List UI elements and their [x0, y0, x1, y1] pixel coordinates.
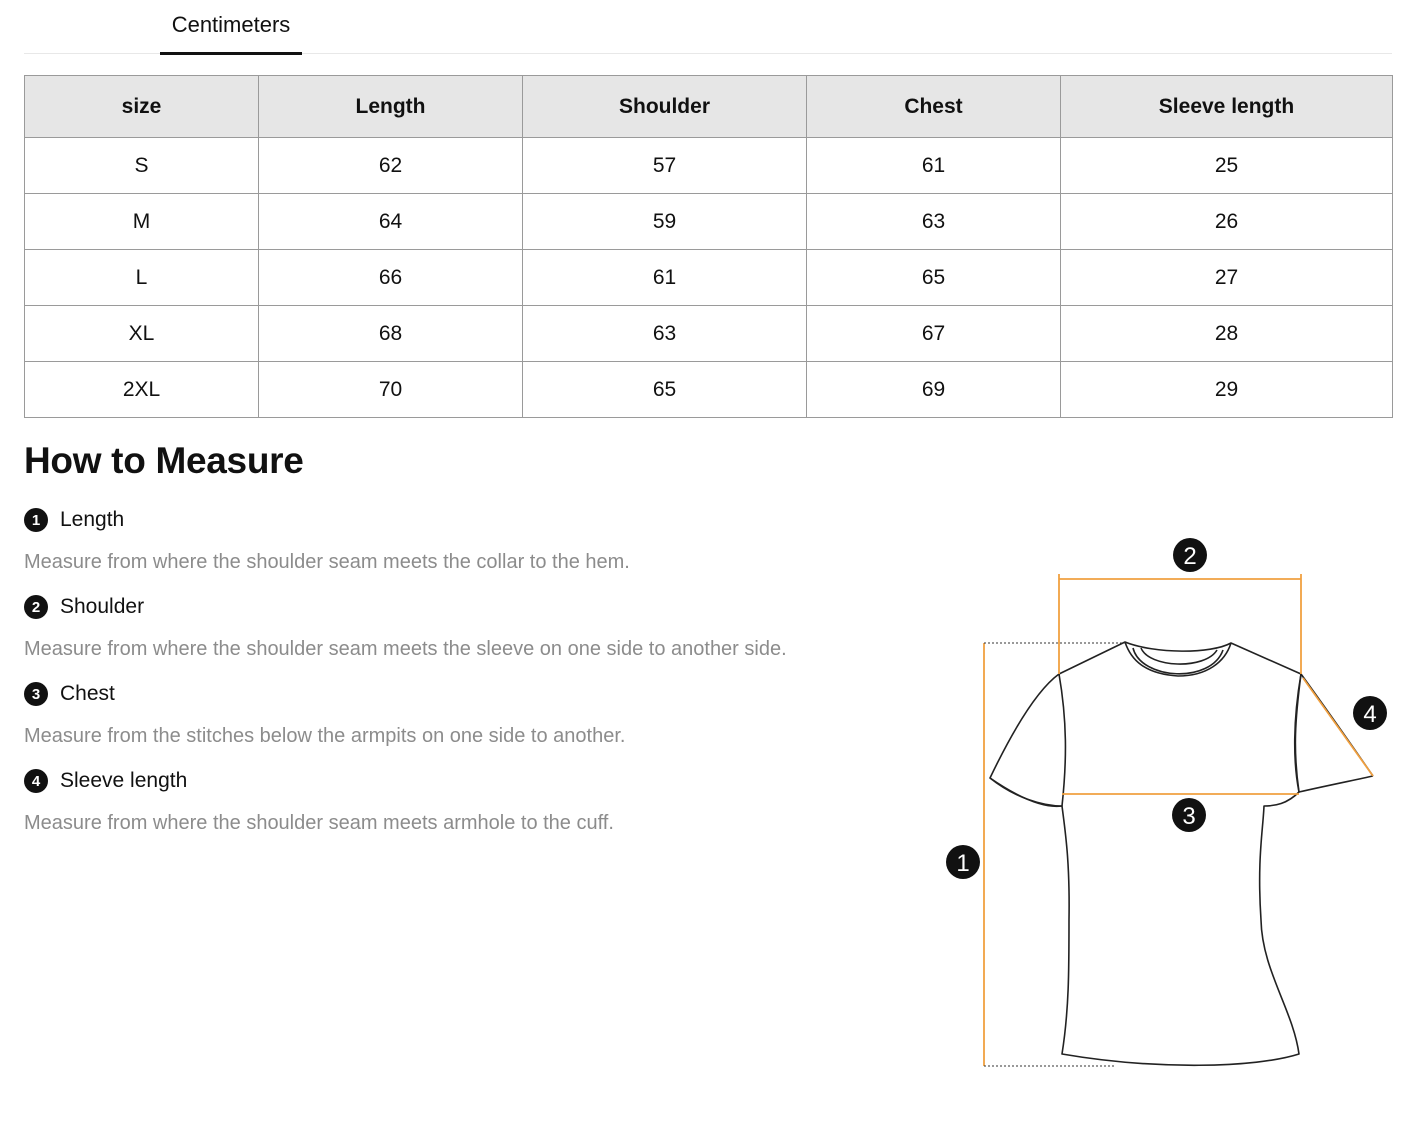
marker-badge-4: [1353, 696, 1387, 730]
header-chest: Chest: [807, 76, 1061, 138]
table-cell: M: [25, 194, 259, 250]
tab-centimeters-label: Centimeters: [171, 12, 291, 37]
table-row: [25, 250, 1393, 306]
header-size: size: [25, 76, 259, 138]
active-tab-indicator: [160, 52, 302, 55]
step-number-badge: 2: [24, 595, 48, 619]
table-row: [25, 306, 1393, 362]
table-row: [25, 194, 1393, 250]
table-cell: 67: [807, 306, 1061, 362]
table-cell: 29: [1061, 362, 1393, 418]
header-sleeve-length: Sleeve length: [1061, 76, 1393, 138]
tshirt-measurement-diagram: [935, 530, 1395, 1090]
table-cell: 64: [259, 194, 523, 250]
step-label: Shoulder: [60, 595, 145, 618]
step-description: Measure from where the shoulder seam meets the sleeve on one side to another side.: [24, 638, 787, 660]
marker-number: 4: [1363, 701, 1377, 728]
table-cell: S: [25, 138, 259, 194]
step-number-badge: 1: [24, 508, 48, 532]
table-cell: 28: [1061, 306, 1393, 362]
table-cell: 57: [523, 138, 807, 194]
table-cell: XL: [25, 306, 259, 362]
table-cell: 27: [1061, 250, 1393, 306]
table-cell: 70: [259, 362, 523, 418]
table-cell: 25: [1061, 138, 1393, 194]
step-sleeve-length: [24, 769, 187, 793]
step-description: Measure from where the shoulder seam meets the collar to the hem.: [24, 551, 630, 573]
table-cell: 59: [523, 194, 807, 250]
step-label: Sleeve length: [60, 769, 188, 792]
step-length: [24, 508, 124, 532]
unit-tabs: [24, 0, 1392, 54]
marker-number: 1: [956, 850, 970, 877]
table-cell: 61: [807, 138, 1061, 194]
table-cell: 2XL: [25, 362, 259, 418]
how-to-measure-heading: How to Measure: [24, 440, 304, 481]
step-description: Measure from the stitches below the armpits on one side to another.: [24, 725, 626, 747]
table-cell: L: [25, 250, 259, 306]
table-cell: 63: [523, 306, 807, 362]
step-description: Measure from where the shoulder seam meets armhole to the cuff.: [24, 812, 614, 834]
marker-number: 3: [1182, 803, 1196, 830]
step-chest: [24, 682, 115, 706]
table-cell: 63: [807, 194, 1061, 250]
header-shoulder: Shoulder: [523, 76, 807, 138]
step-number-badge: 4: [24, 769, 48, 793]
table-cell: 26: [1061, 194, 1393, 250]
table-cell: 69: [807, 362, 1061, 418]
table-cell: 65: [523, 362, 807, 418]
marker-badge-2: [1173, 538, 1207, 572]
dotted-guides: [984, 643, 1125, 1066]
table-header-row: [25, 76, 1393, 138]
table-cell: 62: [259, 138, 523, 194]
marker-number: 2: [1183, 543, 1197, 570]
table-cell: 66: [259, 250, 523, 306]
marker-badge-3: [1172, 798, 1206, 832]
tshirt-outline: [990, 642, 1373, 1065]
table-cell: 61: [523, 250, 807, 306]
marker-badge-1: [946, 845, 980, 879]
table-row: [25, 362, 1393, 418]
size-chart-table: [24, 75, 1393, 418]
table-row: [25, 138, 1393, 194]
header-length: Length: [259, 76, 523, 138]
table-cell: 65: [807, 250, 1061, 306]
step-number-badge: 3: [24, 682, 48, 706]
step-label: Chest: [60, 682, 115, 705]
step-label: Length: [60, 508, 125, 531]
table-cell: 68: [259, 306, 523, 362]
step-shoulder: [24, 595, 144, 619]
tab-centimeters[interactable]: [160, 0, 302, 54]
